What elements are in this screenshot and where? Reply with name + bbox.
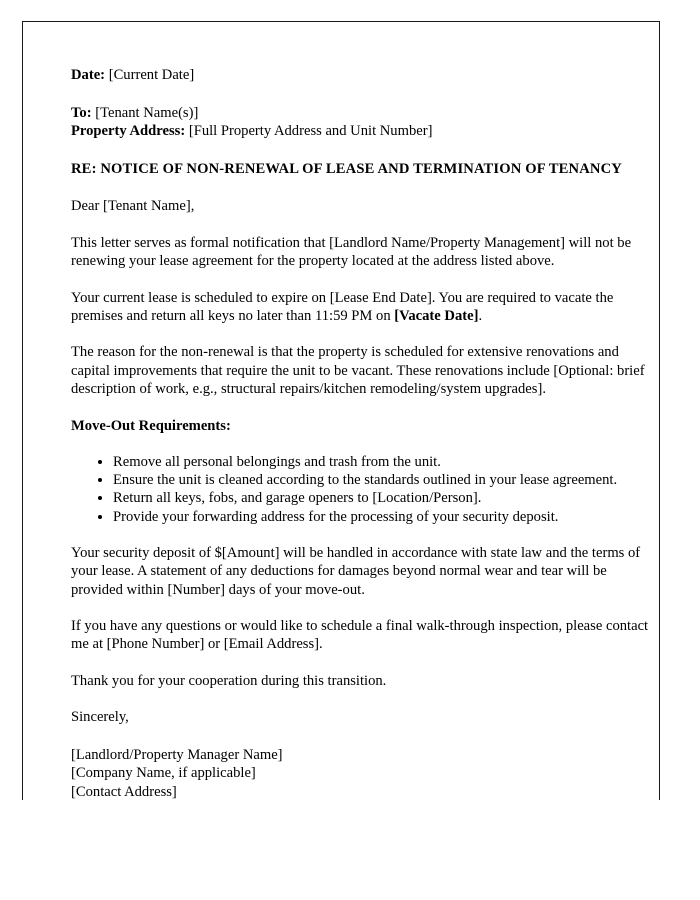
- paragraph-contact: If you have any questions or would like to schedule a final walk-through inspection, please contact me at [Phone Number] or [Email Address].: [71, 618, 649, 653]
- closing-salutation: Sincerely,: [71, 709, 129, 726]
- spacer-after-p3: [71, 399, 649, 417]
- salutation: Dear [Tenant Name],: [71, 198, 195, 215]
- date-value: [Current Date]: [108, 67, 195, 83]
- paragraph-vacate-deadline: [71, 289, 649, 326]
- spacer-after-list: [71, 526, 649, 544]
- spacer-after-p1: [71, 271, 649, 289]
- list-item: • Ensure the unit is cleaned according to the standards outlined in your lease agreement.: [113, 471, 649, 489]
- property-address-value: [Full Property Address and Unit Number]: [188, 123, 433, 140]
- spacer-after-p5: [71, 654, 649, 672]
- signature-name: [Landlord/Property Manager Name]: [71, 746, 283, 763]
- list-item: • Provide your forwarding address for the processing of your security deposit.: [113, 508, 649, 526]
- vacate-date-bold: [Vacate Date]: [394, 308, 479, 324]
- spacer-after-address: [71, 141, 649, 160]
- signature-company: [Company Name, if applicable]: [71, 765, 256, 782]
- spacer-after-date: [71, 85, 649, 104]
- list-item: • Remove all personal belongings and trash from the unit.: [113, 453, 649, 471]
- spacer-after-thanks: [71, 690, 649, 708]
- spacer-after-p4: [71, 599, 649, 617]
- date-label: Date:: [71, 67, 106, 83]
- re-subject-heading: RE: NOTICE OF NON-RENEWAL OF LEASE AND TERMINATION OF TENANCY: [71, 160, 622, 177]
- paragraph-security-deposit: Your security deposit of $[Amount] will be handled in accordance with state law and the terms of your lease. A statement of any deductions for damages beyond normal wear and tear will be provided within [Number] days of your move-out.: [71, 544, 641, 598]
- spacer-after-subheading: [71, 435, 649, 453]
- spacer-after-heading: [71, 178, 649, 197]
- recipient-label: To:: [71, 104, 92, 121]
- recipient-value: [Tenant Name(s)]: [95, 104, 199, 121]
- signature-address: [Contact Address]: [71, 783, 177, 800]
- list-item: • Return all keys, fobs, and garage openers to [Location/Person].: [113, 489, 649, 507]
- date-line: [71, 66, 649, 85]
- move-out-requirements-heading: Move-Out Requirements:: [71, 417, 231, 434]
- property-address-label: Property Address:: [71, 123, 186, 140]
- spacer-after-closing: [71, 727, 649, 746]
- paragraph-notification: This letter serves as formal notification that [Landlord Name/Property Management] will not be renewing your lease agreement for the property located at the address listed above.: [71, 234, 632, 270]
- move-out-requirements-list: [71, 453, 649, 526]
- closing-thanks: Thank you for your cooperation during this transition.: [71, 672, 387, 689]
- vacate-text-tail: .: [478, 308, 483, 324]
- document-page-frame: [22, 21, 660, 800]
- spacer-after-salutation: [71, 216, 649, 234]
- letter-body: [71, 66, 649, 801]
- spacer-after-p2: [71, 325, 649, 343]
- vacate-text-lead: Your current lease is scheduled to expire on [Lease End Date]. You are required to vacate the premises and return all keys no later than 11:59 PM on: [71, 289, 614, 324]
- property-address-line: [71, 122, 649, 141]
- paragraph-reason: The reason for the non-renewal is that the property is scheduled for extensive renovations and capital improvements that require the unit to be vacant. These renovations include [Optional: brief description of work, e.g., structural repairs/kitchen remodeling/system upgrades].: [71, 344, 645, 398]
- recipient-line: [71, 104, 649, 123]
